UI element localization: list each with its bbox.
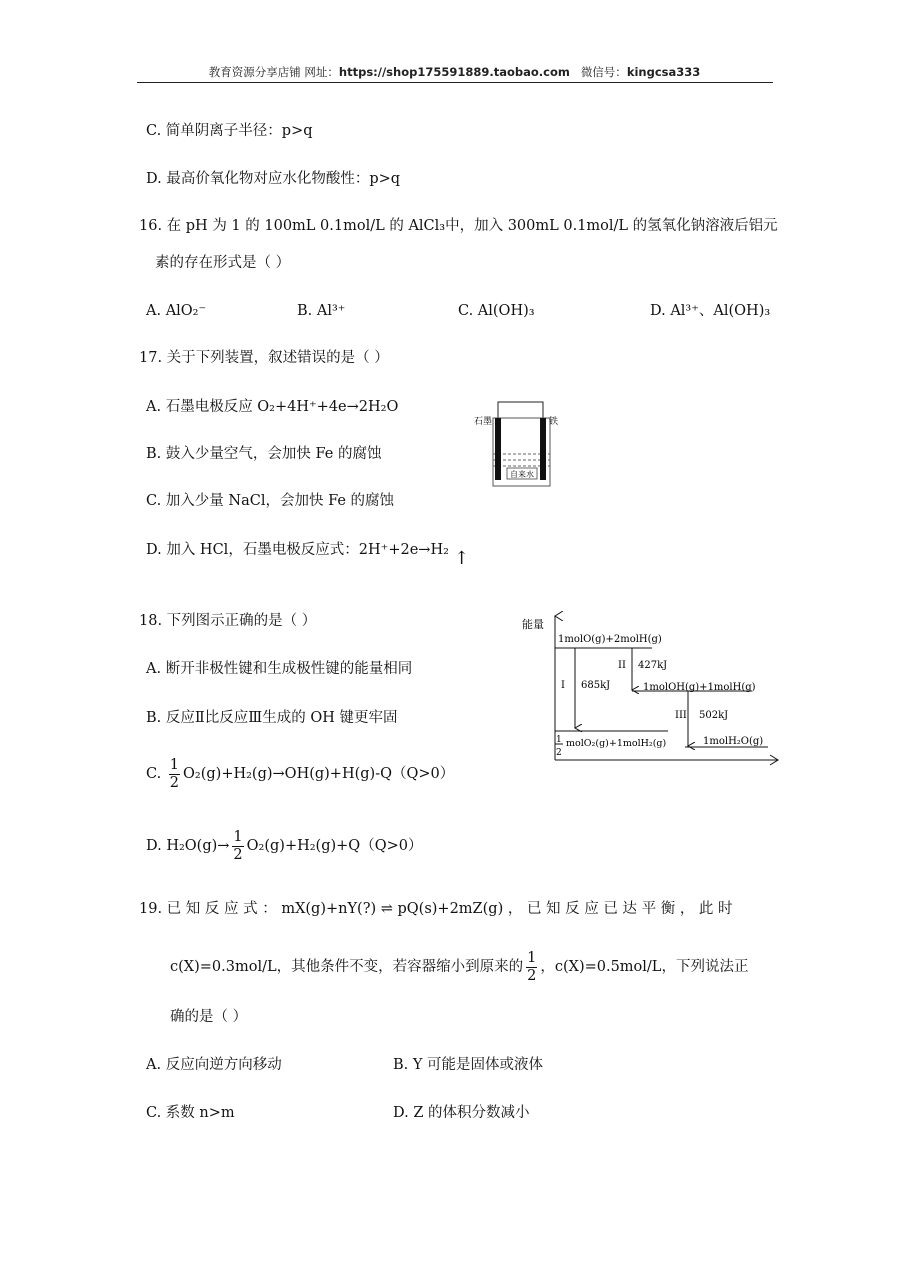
header-wechat-id: kingcsa333 xyxy=(626,65,701,79)
graphite-electrode xyxy=(495,418,501,480)
graphite-label: 石墨 xyxy=(474,417,493,427)
svg-text:685kJ: 685kJ xyxy=(581,680,611,691)
q16-option-a: A. AlO₂⁻ xyxy=(146,303,207,319)
q18-option-c: C. $\frac{1}{2}$ O₂(g)+H₂(g)→OH(g)+H(g)-Q（Q>0） xyxy=(146,757,455,791)
q19-stem-line2: c(X)=0.3mol/L，其他条件不变，若容器缩小到原来的 $\frac{1}{2}$ ，c(X)=0.5mol/L，下列说法正 xyxy=(170,950,749,984)
q18-option-a: A. 断开非极性键和生成极性键的能量相同 xyxy=(146,661,413,677)
fraction-one-half: $\frac{1}{2}$ xyxy=(233,829,243,863)
level-bottom-right: 1molH₂O(g) xyxy=(703,736,764,747)
q18-stem: 18. 下列图示正确的是（ ） xyxy=(139,613,317,629)
fraction-one-half: $\frac{1}{2}$ xyxy=(527,950,537,984)
svg-text:502kJ: 502kJ xyxy=(699,710,729,721)
q19-option-d: D. Z 的体积分数减小 xyxy=(393,1105,530,1121)
q16-option-c: C. Al(OH)₃ xyxy=(458,303,535,319)
q17-option-d: D. 加入 HCl，石墨电极反应式：2H⁺+2e→H₂ xyxy=(146,542,449,558)
energy-level-diagram xyxy=(520,610,782,775)
level-top: 1molO(g)+2molH(g) xyxy=(558,634,662,645)
q16-option-b: B. Al³⁺ xyxy=(297,303,346,319)
q17-stem: 17. 关于下列装置，叙述错误的是（ ） xyxy=(139,350,389,366)
q17-option-a: A. 石墨电极反应 O₂+4H⁺+4e→2H₂O xyxy=(146,399,399,415)
svg-text:I: I xyxy=(561,680,565,691)
q17-option-c: C. 加入少量 NaCl，会加快 Fe 的腐蚀 xyxy=(146,493,395,509)
q18-option-d: D. H₂O(g)→ $\frac{1}{2}$ O₂(g)+H₂(g)+Q（Q>0） xyxy=(146,829,423,863)
fraction-one-half: $\frac{1}{2}$ xyxy=(169,757,180,791)
svg-text:II: II xyxy=(618,660,626,671)
q19-option-a: A. 反应向逆方向移动 xyxy=(146,1057,282,1073)
q16-stem-line1: 16. 在 pH 为 1 的 100mL 0.1mol/L 的 AlCl₃中，加入 300mL 0.1mol/L 的氢氧化钠溶液后铝元 xyxy=(139,218,778,234)
tap-water-label: 自来水 xyxy=(510,470,534,479)
corrosion-cell-figure xyxy=(474,396,564,490)
q16-option-d: D. Al³⁺、Al(OH)₃ xyxy=(650,303,771,319)
svg-text:2: 2 xyxy=(556,748,562,758)
q19-option-b: B. Y 可能是固体或液体 xyxy=(393,1057,544,1073)
axis-energy-label: 能量 xyxy=(522,618,544,631)
svg-text:427kJ: 427kJ xyxy=(638,660,668,671)
q19-stem-line3: 确的是（ ） xyxy=(170,1009,248,1025)
header-wechat-label: 微信号： xyxy=(580,65,627,79)
q19-stem-line1: 19. 已 知 反 应 式 ： mX(g)+nY(?) ⇌ pQ(s)+2mZ(g) ， 已 知 反 应 已 达 平 衡 ， 此 时 xyxy=(139,901,733,917)
header-rule xyxy=(137,82,773,83)
q15-option-c: C. 简单阴离子半径：p>q xyxy=(146,123,313,139)
iron-electrode xyxy=(540,418,546,480)
iron-label: 铁 xyxy=(549,417,559,427)
svg-text:III: III xyxy=(675,710,687,721)
header-url[interactable]: https://shop175591889.taobao.com xyxy=(338,65,570,79)
q15-option-d: D. 最高价氧化物对应水化物酸性：p>q xyxy=(146,171,401,187)
q16-stem-line2: 素的存在形式是（ ） xyxy=(155,255,291,271)
q18-option-b: B. 反应Ⅱ比反应Ⅲ生成的 OH 键更牢固 xyxy=(146,710,398,726)
level-bottom-left: molO₂(g)+1molH₂(g) xyxy=(566,738,667,749)
gas-up-arrow: ↑ xyxy=(454,548,470,569)
q17-option-b: B. 鼓入少量空气，会加快 Fe 的腐蚀 xyxy=(146,446,382,462)
svg-text:1: 1 xyxy=(556,735,562,745)
page-header xyxy=(0,64,909,80)
q19-option-c: C. 系数 n>m xyxy=(146,1105,235,1121)
level-middle: 1molOH(g)+1molH(g) xyxy=(643,682,756,693)
header-shop-label: 教育资源分享店铺 网址： xyxy=(208,65,339,79)
